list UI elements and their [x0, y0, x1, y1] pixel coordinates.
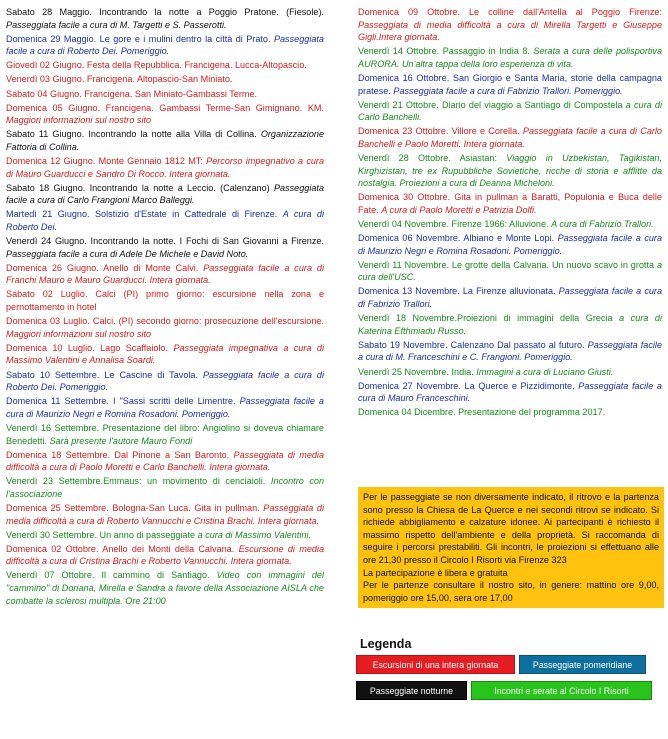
schedule-entry-text — [6, 88, 324, 101]
schedule-entry — [358, 259, 662, 284]
entry-title: Venerdì 25 Novembre. India. — [358, 366, 474, 377]
schedule-entry-text — [6, 182, 324, 207]
entry-title: Sabato 18 Giugno. Incontrando la notte a Leccio. (Calenzano) — [6, 182, 270, 193]
entry-description: A cura di Paolo Moretti e Patrizia Dolfi. — [381, 204, 537, 215]
entry-title: Domenica 16 Ottobre. San Giorgio e Santa Maria, storie della campagna pratese. — [358, 72, 662, 96]
entry-title: Sabato 19 Novembre. Calenzano Dal passato al futuro. — [358, 339, 585, 350]
schedule-entry-text — [6, 235, 324, 260]
schedule-entry-text — [6, 569, 324, 607]
entry-title: Venerdì 23 Settembre.Emmaus: un movimento di cenciaioli. — [6, 476, 266, 487]
entry-title: Domenica 06 Novembre. Albiano e Monte Lopi. — [358, 233, 555, 244]
schedule-entry-text — [6, 543, 324, 568]
entry-title: Domenica 11 Settembre. I "Sassi scritti delle Limentre. — [6, 396, 236, 407]
entry-description: Passeggiata facile a cura di Fabrizio Trallori. Pomeriggio. — [393, 85, 623, 96]
entry-title: Domenica 03 Luglio. Calci. (PI) secondo giorno: prosecuzione dell'escursione. — [6, 316, 324, 327]
schedule-entry-text — [6, 128, 324, 153]
entry-title: Venerdì 18 Novembre.Proiezioni di immagini della Grecia — [358, 313, 613, 324]
schedule-entry-text — [358, 99, 662, 124]
entry-description: Passeggiata facile a cura di Roberto Dei. Pomeriggio. — [6, 33, 324, 57]
schedule-entry — [6, 88, 324, 101]
right-column — [358, 6, 662, 420]
schedule-entry-text — [6, 208, 324, 233]
entry-description: Escursione di media difficoltà a cura di Cristina Brachi e Roberto Vannucchi. Intera giornata. — [6, 543, 325, 567]
entry-title: Venerdì 07 Ottobre. Il cammino di Santiago. — [6, 570, 210, 581]
entry-description: Organizzazione Fattoria di Collina. — [6, 129, 324, 152]
entry-description: A cura di Roberto Dei. — [6, 209, 324, 232]
schedule-entry — [6, 6, 324, 31]
legend-night: Passeggiate notturne — [356, 681, 467, 700]
schedule-entry — [6, 315, 324, 340]
entry-description: Passeggiata facile a cura di Fabrizio Trallori. — [358, 286, 663, 310]
schedule-entry — [6, 449, 324, 474]
entry-title: Domenica 23 Ottobre. Villore e Corella. — [358, 126, 520, 137]
entry-description: Immagini a cura di Luciano Giusti. — [476, 366, 614, 377]
entry-description: a cura di Katerina Efthmiadu Russo. — [358, 313, 662, 336]
schedule-entry — [6, 502, 324, 527]
schedule-entry — [6, 128, 324, 153]
entry-title: Domenica 02 Ottobre. Anello dei Monti della Calvana. — [6, 543, 235, 554]
schedule-entry — [6, 543, 324, 568]
schedule-entry-text — [6, 33, 324, 58]
entry-description: Passeggiata facile a cura di Carlo Banchelli e Paolo Moretti. Intera giornata. — [358, 126, 662, 149]
schedule-entry — [358, 339, 662, 364]
schedule-entry-text — [6, 155, 324, 180]
schedule-entry-text — [358, 191, 662, 216]
schedule-entry-text — [6, 502, 324, 527]
entry-title: Domenica 10 Luglio. Lago Scaffaiolo. — [6, 342, 169, 353]
notice-paragraph-1: Per le passeggiate se non diversamente indicato, il ritrovo e la partenza sono presso la Chiesa de La Querce e nei secondi ritrovi se indicato. Si richiede abbigliamento e calzature idonee. Ai partecipanti è richiesto il massimo rispetto dell'ambiente e della proprietà. Si raccomanda di seguire i percorsi prestabiliti. Gli incontri, le proiezioni si effettuano alle ore 21,30 presso il Circolo I Risorti via Firenze 323 — [363, 492, 659, 565]
entry-title: Venerdì 30 Settembre. Un anno di passeggiate — [6, 529, 196, 540]
schedule-entry-text — [358, 312, 662, 337]
schedule-entry-text — [6, 59, 324, 72]
entry-description: Viaggio in Uzbekistan, Tagikistan, Kirghizistan, tre ex Rupubbliche Sovietiche, ricche di storia e afflitte da nostalgia. Proiezioni a cura di Deanna Micheloni. — [358, 153, 662, 189]
schedule-entry-text — [6, 262, 324, 287]
schedule-entry — [358, 312, 662, 337]
entry-description: Sarà presente l'autore Mauro Fondi — [49, 435, 193, 446]
schedule-entry-text — [6, 475, 324, 500]
entry-description: Maggiori informazioni sul nostro sito — [6, 115, 152, 126]
schedule-entry — [6, 342, 324, 367]
entry-title: Venerdì 14 Ottobre. Passaggio in India 8. — [358, 46, 530, 57]
entry-title: Sabato 04 Giugno. Francigena. San Miniato-Gambassi Terme. — [6, 88, 258, 99]
entry-description: Passeggiata di media difficoltà a cura di Paolo Moretti e Carlo Banchelli. Intera giornata. — [6, 449, 325, 473]
entry-title: Sabato 02 Luglio. Calci (PI) primo giorno: escursione nella zona e pernottamento in hotel — [6, 289, 324, 313]
entry-title: Sabato 11 Giugno. Incontrando la notte alla Villa di Collina. — [6, 129, 257, 140]
entry-title: Domenica 05 Giugno. Francigena. Gambassi Terme-San Gimignano. KM. — [6, 102, 324, 113]
entry-description: Passeggiata facile a cura di Adele De Michele e David Noto. — [6, 248, 249, 259]
schedule-entry — [358, 218, 662, 231]
entry-title: Domenica 27 Novembre. La Querce e Pizzidimonte. — [358, 380, 575, 391]
schedule-entry-text — [6, 288, 324, 313]
notice-paragraph-2: La partecipazione è libera e gratuita — [363, 567, 508, 578]
entry-title: Domenica 18 Settembre. Dal Pinone a San Baronto. — [6, 449, 230, 460]
schedule-entry-text — [358, 6, 662, 44]
schedule-entry — [358, 232, 662, 257]
entry-description: Passeggiata facile a cura di M. Franceschini e C. Frangioni. Pomeriggio. — [358, 339, 663, 363]
legend-full-day: Escursioni di una intera giornata — [356, 655, 515, 674]
legend-title: Legenda — [360, 637, 412, 651]
schedule-entry-text — [6, 73, 324, 86]
entry-title: Sabato 28 Maggio. Incontrando la notte a Poggio Pratone. (Fiesole). — [6, 7, 324, 17]
schedule-entry — [6, 529, 324, 542]
entry-description: Passeggiata facile a cura di Franchi Mauro e Mauro Guarducci. Intera giornata. — [6, 262, 324, 286]
entry-title: Venerdì 04 Novembre. Firenze 1966: Alluvione. — [358, 219, 549, 229]
schedule-entry — [6, 59, 324, 72]
schedule-entry-text — [358, 285, 662, 310]
entry-description: Passeggiata facile a cura di Roberto Dei. Pomeriggio. — [6, 369, 324, 393]
schedule-entry — [6, 33, 324, 58]
entry-title: Domenica 25 Settembre. Bologna-San Luca. Gita in pullman. — [6, 502, 260, 513]
entry-description: A cura di Fabrizio Trallori. — [551, 219, 654, 229]
schedule-entry-text — [6, 449, 324, 474]
schedule-entry — [6, 288, 324, 313]
entry-description: Serata a cura delle polisportiva AURORA. Un'altra tappa della loro esperienza di vita. — [358, 46, 663, 69]
entry-title: Giovedì 02 Giugno. Festa della Repubblica. Francigena. Lucca-Altopascio. — [6, 60, 307, 71]
schedule-entry-text — [6, 315, 324, 340]
entry-title: Martedì 21 Giugno. Solstizio d'Estate in Cattedrale di Firenze. — [6, 209, 278, 220]
schedule-entry-text — [6, 395, 324, 420]
entry-title: Domenica 04 Dicembre. Presentazione del programma 2017. — [358, 407, 606, 418]
schedule-entry — [358, 285, 662, 310]
schedule-entry — [6, 395, 324, 420]
entry-description: Passeggiata facile a cura di Mauro Franceschini. — [358, 380, 662, 404]
schedule-entry — [6, 155, 324, 180]
schedule-entry — [358, 380, 662, 405]
entry-description: Maggiori informazioni sul nostro sito — [6, 328, 152, 339]
schedule-entry-text — [358, 406, 662, 419]
schedule-entry — [358, 125, 662, 150]
legend-afternoon: Passeggiate pomeridiane — [519, 655, 646, 674]
schedule-entry — [6, 475, 324, 500]
schedule-entry-text — [358, 218, 662, 231]
schedule-entry — [6, 369, 324, 394]
schedule-entry-text — [358, 339, 662, 364]
schedule-entry-text — [358, 366, 662, 379]
entry-title: Venerdì 11 Novembre. Le grotte della Calvana. Un nuovo scavo in grotta — [358, 259, 655, 270]
entry-description: a cura dell'USC. — [358, 259, 662, 283]
schedule-entry — [358, 45, 662, 70]
entry-description: Passeggiata facile a cura di Maurizio Negri e Romina Rosadoni. Pomeriggio. — [358, 233, 663, 256]
entry-title: Venerdì 21 Ottobre. Diario del viaggio a Santiago di Compostela — [358, 99, 623, 110]
entry-title: Sabato 10 Settembre. Le Cascine di Tavola. — [6, 369, 198, 380]
entry-description: Video con immagini del "cammino" di Doriana, Mirella e Sandra a favore della Associazione AISLA che combatte la sclerosi multipla. Ore 21:00 — [6, 570, 324, 606]
schedule-entry — [358, 6, 662, 44]
entry-title: Venerdì 16 Settembre. Presentazione del libro: Angiolino si doveva chiamare Benedetti. — [6, 422, 324, 446]
entry-title: Domenica 29 Maggio. Le gore e i mulini dentro la città di Prato. — [6, 33, 271, 44]
schedule-entry-text — [358, 45, 662, 70]
entry-description: Passeggiata impegnativa a cura di Massimo Valentini e Annalisa Soardi. — [6, 342, 324, 366]
schedule-entry — [358, 99, 662, 124]
entry-description: Passeggiata facile a cura di Maurizio Negri e Romina Rosadoni. Pomeriggio. — [6, 396, 324, 419]
schedule-entry — [6, 102, 324, 127]
schedule-entry-text — [358, 152, 662, 190]
entry-description: Incontro con l'associazione — [6, 476, 325, 499]
schedule-entry-text — [6, 422, 324, 447]
schedule-entry — [6, 235, 324, 260]
schedule-entry — [6, 182, 324, 207]
entry-title: Domenica 26 Giugno. Anello di Monte Calvi. — [6, 262, 199, 273]
schedule-entry — [6, 208, 324, 233]
entry-title: Domenica 13 Novembre. La Firenze alluvionata. — [358, 286, 556, 297]
schedule-entry-text — [6, 102, 324, 127]
entry-description: Passeggiata di media difficoltà a cura di Mirella Targetti e Giuseppe Gigli.Intera giornata. — [358, 19, 662, 43]
notice-paragraph-3: Per le partenze consultare il nostro sito, in genere: mattino ore 9,00, pomeriggio ore 15,00, sera ore 17,00 — [363, 580, 659, 603]
entry-title: Domenica 09 Ottobre. Le colline dall'Antella al Poggio Firenze: — [358, 7, 662, 17]
schedule-entry — [358, 72, 662, 97]
schedule-entry — [6, 262, 324, 287]
schedule-entry — [358, 152, 662, 190]
entry-description: a cura di Carlo Banchelli. — [358, 99, 662, 123]
legend-meetings: Incontri e serate al Circolo I Risorti — [471, 681, 652, 700]
entry-title: Domenica 30 Ottobre. Gita in pullman a Baratti, Populonia e Buca delle Fate. — [358, 192, 662, 215]
schedule-entry — [358, 191, 662, 216]
entry-title: Venerdì 28 Ottobre. Asiastan: — [358, 153, 498, 164]
schedule-entry — [6, 569, 324, 607]
entry-description: Passeggiata facile a cura di Carlo Frangioni Marco Balleggi. — [6, 182, 325, 206]
entry-title: Venerdì 24 Giugno. Incontrando la notte. I Fochi di San Giovanni a Firenze. — [6, 236, 324, 247]
schedule-entry — [358, 366, 662, 379]
schedule-entry — [358, 406, 662, 419]
schedule-entry-text — [358, 72, 662, 97]
schedule-entry-text — [358, 259, 662, 284]
info-notice — [358, 487, 664, 608]
schedule-entry-text — [358, 125, 662, 150]
entry-description: a cura di Massimo Valentini. — [197, 529, 311, 540]
entry-description: Passeggiata facile a cura di M. Targetti e S. Passerotti. — [6, 19, 227, 30]
schedule-entry — [6, 73, 324, 86]
schedule-entry-text — [358, 232, 662, 257]
schedule-entry-text — [358, 380, 662, 405]
entry-description: Passeggiata di media difficoltà a cura di Roberto Vannucchi e Cristina Brachi. Intera giornata. — [6, 502, 325, 526]
schedule-entry-text — [6, 369, 324, 394]
entry-title: Venerdì 03 Giugno. Francigena. Altopascio-San Miniato. — [6, 74, 233, 85]
left-column — [6, 6, 324, 609]
schedule-entry — [6, 422, 324, 447]
entry-description: Percorso impegnativo a cura di Mauro Guarducci e Sandro Di Rocco. Intera giornata. — [6, 156, 325, 179]
schedule-entry-text — [6, 6, 324, 31]
schedule-entry-text — [6, 529, 324, 542]
schedule-entry-text — [6, 342, 324, 367]
entry-title: Domenica 12 Giugno. Monte Gennaio 1812 MT: — [6, 156, 203, 167]
